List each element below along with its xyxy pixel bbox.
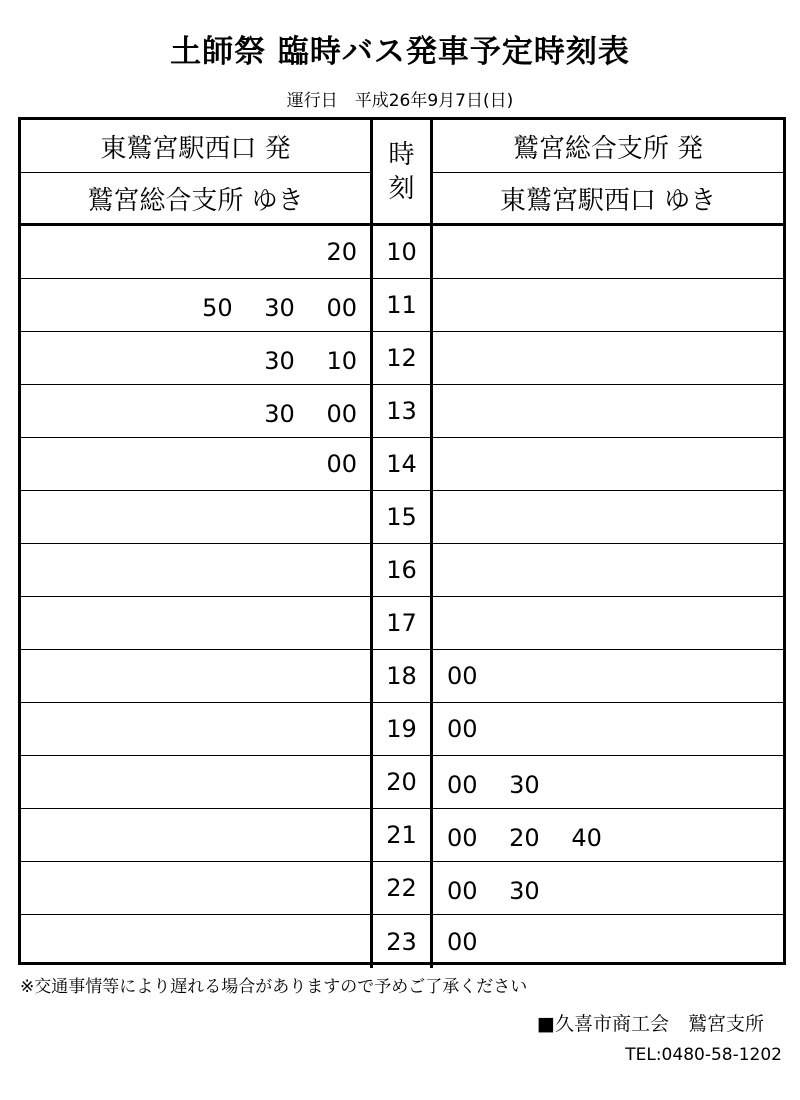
- hour-header-top: 時: [388, 139, 415, 170]
- right-times-23: 00: [447, 927, 478, 956]
- right-times-22: 00 30: [433, 862, 783, 915]
- hour-19: 19: [373, 703, 433, 756]
- left-times-17: [21, 597, 373, 650]
- hour-15: 15: [373, 491, 433, 544]
- hour-23: 23: [373, 915, 433, 968]
- right-times-10: [433, 226, 783, 279]
- left-times-21: [21, 809, 373, 862]
- right-times-19: 00: [433, 703, 783, 756]
- right-times-15: [433, 491, 783, 544]
- hour-18: 18: [373, 650, 433, 703]
- left-header-to: 鷲宮総合支所 ゆき: [21, 173, 373, 226]
- right-times-14: [433, 438, 783, 491]
- hour-21: 21: [373, 809, 433, 862]
- right-header-from: 鷲宮総合支所 発: [433, 120, 783, 173]
- operation-date: 運行日 平成26年9月7日(日): [286, 91, 514, 111]
- delay-notice: ※交通事情等により遅れる場合がありますので予めご了承ください: [20, 977, 528, 997]
- hour-header-bottom: 刻: [388, 173, 415, 204]
- left-times-22: [21, 862, 373, 915]
- left-times-13: 30 00: [21, 385, 373, 438]
- right-times-11: [433, 279, 783, 332]
- left-times-11: 50 30 00: [21, 279, 373, 332]
- left-times-14: 00: [21, 438, 373, 491]
- left-times-15: [21, 491, 373, 544]
- right-times-18: 00: [433, 650, 783, 703]
- hour-16: 16: [373, 544, 433, 597]
- left-times-18: [21, 650, 373, 703]
- hour-11: 11: [373, 279, 433, 332]
- hour-header: [373, 120, 433, 226]
- left-header-from: 東鷲宮駅西口 発: [21, 120, 373, 173]
- left-times-10: 20: [21, 226, 373, 279]
- left-times-16: [21, 544, 373, 597]
- hour-20: 20: [373, 756, 433, 809]
- right-times-16: [433, 544, 783, 597]
- right-times-13: [433, 385, 783, 438]
- bus-timetable: [18, 117, 786, 965]
- hour-13: 13: [373, 385, 433, 438]
- telephone-number: TEL:0480-58-1202: [625, 1045, 782, 1065]
- left-times-19: [21, 703, 373, 756]
- page-title: 土師祭 臨時バス発車予定時刻表: [170, 34, 630, 70]
- hour-14: 14: [373, 438, 433, 491]
- right-times-20: 00 30: [433, 756, 783, 809]
- right-header-to: 東鷲宮駅西口 ゆき: [433, 173, 783, 226]
- hour-10: 10: [373, 226, 433, 279]
- hour-22: 22: [373, 862, 433, 915]
- right-times-21: 00 20 40: [433, 809, 783, 862]
- right-times-12: [433, 332, 783, 385]
- left-times-12: 30 10: [21, 332, 373, 385]
- organization-name: ■久喜市商工会 鷲宮支所: [537, 1013, 764, 1035]
- hour-12: 12: [373, 332, 433, 385]
- right-times-17: [433, 597, 783, 650]
- left-times-23: [21, 915, 373, 968]
- left-times-20: [21, 756, 373, 809]
- hour-17: 17: [373, 597, 433, 650]
